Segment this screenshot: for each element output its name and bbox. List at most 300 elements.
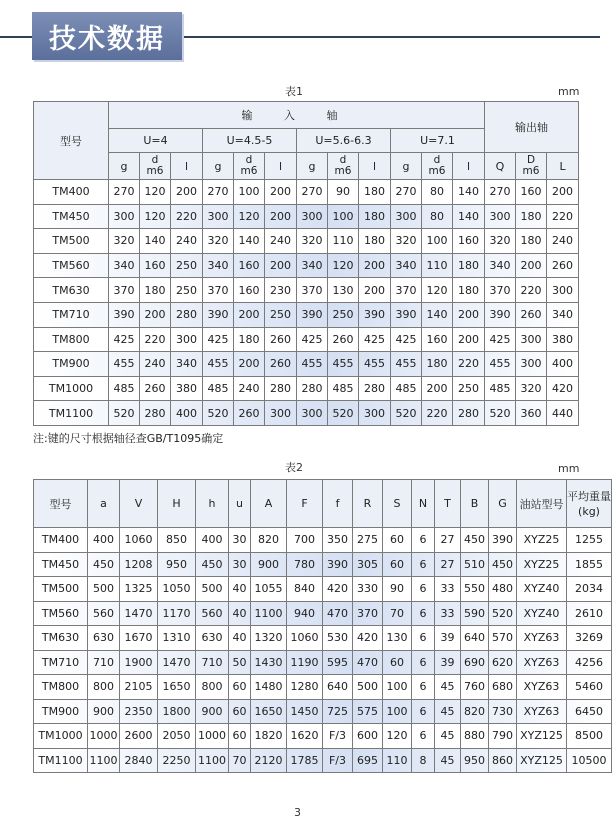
value-cell: 100: [234, 180, 265, 205]
value-cell: 425: [203, 327, 234, 352]
value-cell: 90: [328, 180, 359, 205]
value-cell: 5460: [567, 675, 612, 700]
value-cell: 1320: [251, 626, 287, 651]
value-cell: 160: [140, 253, 171, 278]
value-cell: 700: [287, 528, 323, 553]
value-cell: 70: [383, 601, 412, 626]
value-cell: 200: [516, 253, 547, 278]
value-cell: 110: [422, 253, 453, 278]
value-cell: 1430: [251, 650, 287, 675]
value-cell: 485: [391, 376, 422, 401]
value-cell: 160: [234, 278, 265, 303]
sub-header-d: d m6: [422, 153, 453, 180]
value-cell: 220: [453, 352, 485, 377]
value-cell: 1480: [251, 675, 287, 700]
sub-header-g: g: [391, 153, 422, 180]
value-cell: XYZ40: [517, 577, 567, 602]
value-cell: 90: [383, 577, 412, 602]
value-cell: 180: [422, 352, 453, 377]
value-cell: 560: [196, 601, 229, 626]
value-cell: 800: [196, 675, 229, 700]
value-cell: 1900: [120, 650, 158, 675]
value-cell: 480: [489, 577, 517, 602]
value-cell: 6: [412, 675, 435, 700]
value-cell: 2105: [120, 675, 158, 700]
table-row: [34, 401, 579, 426]
value-cell: 220: [171, 204, 203, 229]
model-cell: TM450: [34, 204, 109, 229]
model-cell: TM560: [34, 253, 109, 278]
value-cell: 630: [196, 626, 229, 651]
value-cell: 900: [251, 552, 287, 577]
model-cell: TM710: [34, 650, 88, 675]
value-cell: 8500: [567, 724, 612, 749]
value-cell: 200: [359, 253, 391, 278]
model-cell: TM630: [34, 278, 109, 303]
column-header: f: [323, 480, 353, 528]
table-row: [34, 204, 579, 229]
value-cell: 1100: [251, 601, 287, 626]
value-cell: 340: [485, 253, 516, 278]
value-cell: 280: [359, 376, 391, 401]
table-row: [34, 180, 579, 205]
value-cell: 260: [265, 352, 297, 377]
value-cell: 110: [328, 229, 359, 254]
sub-header-D: D m6: [516, 153, 547, 180]
value-cell: 200: [453, 327, 485, 352]
value-cell: 710: [88, 650, 120, 675]
column-header: F: [287, 480, 323, 528]
value-cell: 39: [435, 650, 461, 675]
value-cell: 40: [229, 626, 251, 651]
value-cell: 80: [422, 204, 453, 229]
column-header: G: [489, 480, 517, 528]
value-cell: 380: [547, 327, 579, 352]
value-cell: 440: [547, 401, 579, 426]
column-header: S: [383, 480, 412, 528]
value-cell: 2120: [251, 748, 287, 773]
table2-body: [34, 528, 612, 773]
value-cell: 140: [453, 180, 485, 205]
value-cell: 140: [422, 302, 453, 327]
table2-dimensions: [33, 479, 612, 773]
value-cell: 425: [359, 327, 391, 352]
model-cell: TM560: [34, 601, 88, 626]
value-cell: 3269: [567, 626, 612, 651]
value-cell: 1800: [158, 699, 196, 724]
value-cell: 370: [109, 278, 140, 303]
table1-group-u56: U=5.6-6.3: [297, 129, 391, 153]
table-row: [34, 352, 579, 377]
value-cell: 45: [435, 699, 461, 724]
value-cell: 940: [287, 601, 323, 626]
value-cell: 275: [353, 528, 383, 553]
value-cell: 300: [516, 327, 547, 352]
value-cell: 250: [171, 278, 203, 303]
value-cell: 390: [391, 302, 422, 327]
value-cell: 390: [323, 552, 353, 577]
value-cell: 180: [453, 253, 485, 278]
value-cell: 350: [323, 528, 353, 553]
column-header: V: [120, 480, 158, 528]
value-cell: 200: [265, 180, 297, 205]
value-cell: 180: [453, 278, 485, 303]
value-cell: 760: [461, 675, 489, 700]
value-cell: 260: [547, 253, 579, 278]
column-header: 油站型号: [517, 480, 567, 528]
table-row: [34, 552, 612, 577]
value-cell: 1470: [158, 650, 196, 675]
value-cell: 630: [88, 626, 120, 651]
value-cell: 880: [461, 724, 489, 749]
value-cell: 10500: [567, 748, 612, 773]
value-cell: 1785: [287, 748, 323, 773]
value-cell: 455: [297, 352, 328, 377]
value-cell: 280: [297, 376, 328, 401]
column-header: R: [353, 480, 383, 528]
value-cell: 120: [234, 204, 265, 229]
value-cell: 320: [485, 229, 516, 254]
value-cell: 390: [359, 302, 391, 327]
value-cell: 60: [229, 724, 251, 749]
value-cell: 640: [461, 626, 489, 651]
value-cell: 620: [489, 650, 517, 675]
model-cell: TM800: [34, 327, 109, 352]
table-row: [34, 577, 612, 602]
table1-header-row-3: [34, 153, 579, 180]
value-cell: 60: [383, 528, 412, 553]
value-cell: 30: [229, 528, 251, 553]
value-cell: 455: [328, 352, 359, 377]
value-cell: 330: [353, 577, 383, 602]
page-header: [0, 12, 600, 64]
value-cell: 1000: [88, 724, 120, 749]
value-cell: 200: [453, 302, 485, 327]
value-cell: 30: [229, 552, 251, 577]
value-cell: 180: [359, 229, 391, 254]
value-cell: 45: [435, 748, 461, 773]
model-cell: TM800: [34, 675, 88, 700]
value-cell: 33: [435, 577, 461, 602]
value-cell: 140: [234, 229, 265, 254]
table1-group-u45: U=4.5-5: [203, 129, 297, 153]
value-cell: XYZ40: [517, 601, 567, 626]
value-cell: 270: [203, 180, 234, 205]
value-cell: 420: [323, 577, 353, 602]
value-cell: 240: [547, 229, 579, 254]
value-cell: 200: [265, 204, 297, 229]
value-cell: 2840: [120, 748, 158, 773]
table1-body: [34, 180, 579, 426]
sub-header-d: d m6: [140, 153, 171, 180]
value-cell: 300: [391, 204, 422, 229]
value-cell: 820: [461, 699, 489, 724]
column-header: A: [251, 480, 287, 528]
value-cell: 420: [353, 626, 383, 651]
value-cell: 27: [435, 528, 461, 553]
value-cell: 455: [391, 352, 422, 377]
value-cell: 390: [489, 528, 517, 553]
value-cell: 485: [203, 376, 234, 401]
table-row: [34, 253, 579, 278]
value-cell: 180: [516, 204, 547, 229]
value-cell: 45: [435, 675, 461, 700]
value-cell: 570: [489, 626, 517, 651]
model-cell: TM400: [34, 528, 88, 553]
value-cell: 600: [353, 724, 383, 749]
value-cell: 1650: [158, 675, 196, 700]
value-cell: 400: [88, 528, 120, 553]
sub-header-L: L: [547, 153, 579, 180]
value-cell: 160: [422, 327, 453, 352]
value-cell: 40: [229, 601, 251, 626]
value-cell: 450: [88, 552, 120, 577]
table1-group-u4: U=4: [109, 129, 203, 153]
value-cell: 1325: [120, 577, 158, 602]
value-cell: 200: [422, 376, 453, 401]
value-cell: 220: [140, 327, 171, 352]
value-cell: 200: [171, 180, 203, 205]
value-cell: 70: [229, 748, 251, 773]
value-cell: 500: [353, 675, 383, 700]
sub-header-Q: Q: [485, 153, 516, 180]
value-cell: 530: [323, 626, 353, 651]
value-cell: 200: [547, 180, 579, 205]
value-cell: 380: [171, 376, 203, 401]
value-cell: 80: [422, 180, 453, 205]
value-cell: 390: [485, 302, 516, 327]
value-cell: 200: [359, 278, 391, 303]
value-cell: 180: [359, 204, 391, 229]
value-cell: 1055: [251, 577, 287, 602]
weight-header-label: 平均重量: [567, 489, 611, 503]
value-cell: 1855: [567, 552, 612, 577]
table-row: [34, 376, 579, 401]
sub-header-g: g: [297, 153, 328, 180]
value-cell: 39: [435, 626, 461, 651]
value-cell: 300: [297, 204, 328, 229]
sub-header-l: l: [359, 153, 391, 180]
value-cell: 640: [323, 675, 353, 700]
value-cell: 320: [203, 229, 234, 254]
value-cell: 850: [158, 528, 196, 553]
value-cell: 2050: [158, 724, 196, 749]
value-cell: 900: [196, 699, 229, 724]
value-cell: 180: [140, 278, 171, 303]
column-header: h: [196, 480, 229, 528]
value-cell: 60: [229, 675, 251, 700]
value-cell: 2600: [120, 724, 158, 749]
weight-header: [567, 480, 612, 528]
value-cell: 340: [547, 302, 579, 327]
table-row: [34, 748, 612, 773]
value-cell: 1255: [567, 528, 612, 553]
value-cell: 120: [328, 253, 359, 278]
value-cell: 485: [485, 376, 516, 401]
value-cell: 510: [461, 552, 489, 577]
value-cell: 100: [422, 229, 453, 254]
value-cell: 100: [383, 675, 412, 700]
value-cell: 50: [229, 650, 251, 675]
value-cell: 950: [461, 748, 489, 773]
table-row: [34, 302, 579, 327]
value-cell: 800: [88, 675, 120, 700]
value-cell: 140: [140, 229, 171, 254]
value-cell: 250: [328, 302, 359, 327]
value-cell: 485: [109, 376, 140, 401]
value-cell: 120: [422, 278, 453, 303]
value-cell: 420: [547, 376, 579, 401]
value-cell: 6: [412, 650, 435, 675]
value-cell: 520: [203, 401, 234, 426]
value-cell: 6: [412, 528, 435, 553]
table1-note: 注:键的尺寸根据轴径查GB/T1095确定: [33, 432, 224, 445]
value-cell: 100: [383, 699, 412, 724]
value-cell: 550: [461, 577, 489, 602]
value-cell: 450: [461, 528, 489, 553]
value-cell: 900: [88, 699, 120, 724]
value-cell: 840: [287, 577, 323, 602]
value-cell: 520: [485, 401, 516, 426]
value-cell: 300: [203, 204, 234, 229]
value-cell: 500: [88, 577, 120, 602]
value-cell: 520: [489, 601, 517, 626]
value-cell: 1060: [120, 528, 158, 553]
value-cell: 300: [171, 327, 203, 352]
sub-header-g: g: [203, 153, 234, 180]
table1-model-header: 型号: [34, 102, 109, 180]
value-cell: 305: [353, 552, 383, 577]
sub-header-g: g: [109, 153, 140, 180]
model-cell: TM450: [34, 552, 88, 577]
value-cell: 230: [265, 278, 297, 303]
value-cell: 500: [196, 577, 229, 602]
value-cell: 280: [265, 376, 297, 401]
value-cell: 300: [297, 401, 328, 426]
value-cell: 240: [140, 352, 171, 377]
value-cell: 370: [353, 601, 383, 626]
table-row: [34, 650, 612, 675]
value-cell: 820: [251, 528, 287, 553]
table2-header-row: [34, 480, 612, 528]
value-cell: 520: [391, 401, 422, 426]
table-row: [34, 626, 612, 651]
value-cell: 220: [547, 204, 579, 229]
model-cell: TM1000: [34, 376, 109, 401]
value-cell: 40: [229, 577, 251, 602]
model-cell: TM630: [34, 626, 88, 651]
value-cell: 425: [485, 327, 516, 352]
table-row: [34, 675, 612, 700]
sub-header-d: d m6: [328, 153, 359, 180]
value-cell: 400: [196, 528, 229, 553]
value-cell: F/3: [323, 724, 353, 749]
value-cell: 180: [359, 180, 391, 205]
column-header: T: [435, 480, 461, 528]
value-cell: 1650: [251, 699, 287, 724]
table2-caption: 表2: [285, 461, 303, 474]
value-cell: 1190: [287, 650, 323, 675]
table-row: [34, 601, 612, 626]
value-cell: 730: [489, 699, 517, 724]
value-cell: 470: [323, 601, 353, 626]
value-cell: 520: [109, 401, 140, 426]
value-cell: 200: [265, 253, 297, 278]
model-cell: TM710: [34, 302, 109, 327]
value-cell: 300: [265, 401, 297, 426]
weight-header-unit: (kg): [578, 504, 600, 518]
sub-header-l: l: [453, 153, 485, 180]
value-cell: XYZ125: [517, 724, 567, 749]
value-cell: 1310: [158, 626, 196, 651]
value-cell: 200: [234, 302, 265, 327]
value-cell: 6: [412, 601, 435, 626]
value-cell: XYZ63: [517, 675, 567, 700]
value-cell: 260: [265, 327, 297, 352]
value-cell: 6: [412, 626, 435, 651]
table-row: [34, 699, 612, 724]
table-row: [34, 278, 579, 303]
value-cell: 1820: [251, 724, 287, 749]
value-cell: 2034: [567, 577, 612, 602]
column-header: 型号: [34, 480, 88, 528]
value-cell: 595: [323, 650, 353, 675]
value-cell: 860: [489, 748, 517, 773]
value-cell: 260: [516, 302, 547, 327]
value-cell: 320: [391, 229, 422, 254]
value-cell: 270: [109, 180, 140, 205]
value-cell: 250: [171, 253, 203, 278]
value-cell: 160: [516, 180, 547, 205]
value-cell: 690: [461, 650, 489, 675]
value-cell: 455: [203, 352, 234, 377]
value-cell: 200: [234, 352, 265, 377]
value-cell: 450: [489, 552, 517, 577]
value-cell: 425: [109, 327, 140, 352]
value-cell: 340: [297, 253, 328, 278]
value-cell: 710: [196, 650, 229, 675]
model-cell: TM1100: [34, 748, 88, 773]
table1-group-u71: U=7.1: [391, 129, 485, 153]
value-cell: 45: [435, 724, 461, 749]
value-cell: 2350: [120, 699, 158, 724]
model-cell: TM500: [34, 577, 88, 602]
model-cell: TM400: [34, 180, 109, 205]
value-cell: 240: [171, 229, 203, 254]
value-cell: 320: [297, 229, 328, 254]
table1-unit: mm: [558, 85, 580, 98]
model-cell: TM1000: [34, 724, 88, 749]
value-cell: 455: [359, 352, 391, 377]
value-cell: 33: [435, 601, 461, 626]
value-cell: 270: [297, 180, 328, 205]
value-cell: XYZ63: [517, 650, 567, 675]
value-cell: 340: [171, 352, 203, 377]
value-cell: 110: [383, 748, 412, 773]
column-header: a: [88, 480, 120, 528]
table1-input-shaft-header: 输 入 轴: [109, 102, 485, 129]
value-cell: 60: [383, 650, 412, 675]
value-cell: 1280: [287, 675, 323, 700]
value-cell: 425: [297, 327, 328, 352]
value-cell: 280: [171, 302, 203, 327]
value-cell: F/3: [323, 748, 353, 773]
value-cell: 370: [203, 278, 234, 303]
value-cell: 1100: [88, 748, 120, 773]
value-cell: 340: [391, 253, 422, 278]
sub-header-l: l: [171, 153, 203, 180]
value-cell: 1000: [196, 724, 229, 749]
